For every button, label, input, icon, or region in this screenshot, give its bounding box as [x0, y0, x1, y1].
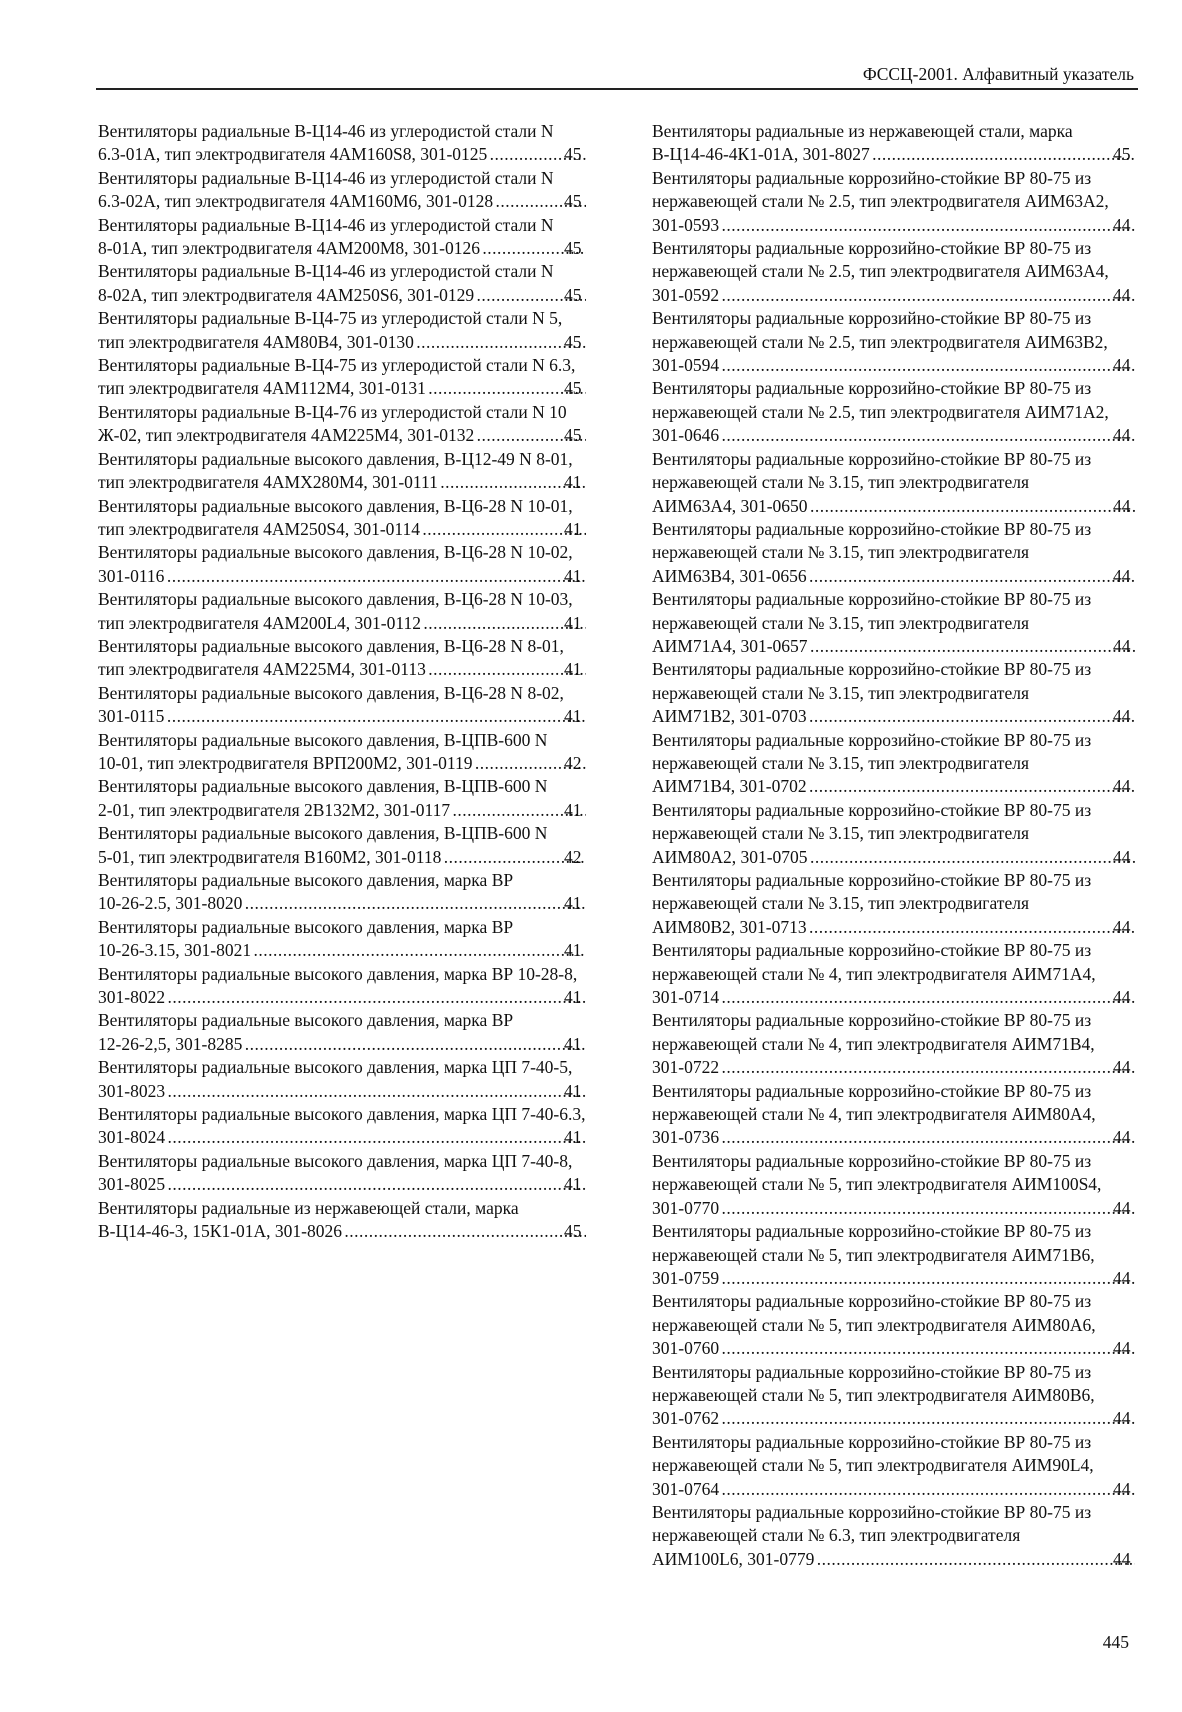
index-entry: Вентиляторы радиальные коррозийно-стойкие ВР 80-75 из нержавеющей стали № 2.5, тип электродвигателя АИМ71А2, 301-0646 ..... 44 — [652, 377, 1137, 447]
dot-leader — [721, 284, 1135, 307]
dot-leader — [809, 705, 1135, 728]
index-entry: Вентиляторы радиальные высокого давления, В-Ц6-28 N 10-01, тип электродвигателя 4АМ250S4, 301-0114 ..... 41 — [98, 495, 588, 542]
header-rule — [96, 88, 1138, 90]
index-entry-line: 301-8023 ..... 41 — [122, 1080, 588, 1103]
index-entry: Вентиляторы радиальные коррозийно-стойкие ВР 80-75 из нержавеющей стали № 3.15, тип электродвигателя АИМ71В2, 301-0703 ..... 44 — [652, 658, 1137, 728]
index-entry-text: тип электродвигателя 4АМ250S4, 301-0114 — [98, 518, 421, 539]
index-entry-text: 301-8024 — [98, 1127, 166, 1148]
index-entry-line: Ж-02, тип электродвигателя 4АМ225М4, 301-0132 ..... 45 — [122, 424, 588, 447]
index-entry: Вентиляторы радиальные из нержавеющей стали, марка В-Ц14-46-4К1-01А, 301-8027 ..... 45 — [652, 120, 1137, 167]
index-entry-text: 12-26-2,5, 301-8285 — [98, 1033, 243, 1054]
index-entry-line: АИМ63А4, 301-0650 ..... 44 — [676, 495, 1137, 518]
index-entry-line: АИМ100L6, 301-0779 ..... 44 — [676, 1548, 1137, 1571]
dot-leader — [167, 1080, 586, 1103]
index-entry-line: 301-8022 ..... 41 — [122, 986, 588, 1009]
index-entry: Вентиляторы радиальные В-Ц14-46 из углеродистой стали N 6.3-02А, тип электродвигателя 4АМ160М6, 301-0128 ..... 45 — [98, 167, 588, 214]
index-entry: Вентиляторы радиальные высокого давления, В-Ц6-28 N 10-02, 301-0116 ..... 41 — [98, 541, 588, 588]
index-entry: Вентиляторы радиальные высокого давления, марка ВР 10-26-2.5, 301-8020 ..... 41 — [98, 869, 588, 916]
index-entry-text: 301-0760 — [652, 1338, 720, 1359]
index-entry: Вентиляторы радиальные коррозийно-стойкие ВР 80-75 из нержавеющей стали № 5, тип электродвигателя АИМ80А6, 301-0760 ..... 44 — [652, 1290, 1137, 1360]
index-entry-text: АИМ71В2, 301-0703 — [652, 706, 807, 727]
index-entry-line: АИМ80А2, 301-0705 ..... 44 — [676, 846, 1137, 869]
dot-leader — [721, 354, 1135, 377]
index-entry-line: тип электродвигателя 4АМ250S4, 301-0114 ..... 41 — [122, 518, 588, 541]
dot-leader — [253, 939, 586, 962]
index-entry-text: 301-0762 — [652, 1408, 720, 1429]
index-entry: Вентиляторы радиальные коррозийно-стойкие ВР 80-75 из нержавеющей стали № 6.3, тип электродвигателя АИМ100L6, 301-0779 ..... 44 — [652, 1501, 1137, 1571]
dot-leader — [167, 1173, 586, 1196]
index-entry-text: 10-01, тип электродвигателя ВРП200М2, 301-0119 — [98, 752, 473, 773]
index-entry-text: 301-0714 — [652, 987, 720, 1008]
index-entry-text: 301-0764 — [652, 1478, 720, 1499]
index-entry-text: 301-0736 — [652, 1127, 720, 1148]
index-entry: Вентиляторы радиальные высокого давления, В-ЦПВ-600 N 5-01, тип электродвигателя В160М2, 301-0118 ..... 42 — [98, 822, 588, 869]
index-entry-text: 301-0722 — [652, 1057, 720, 1078]
index-entry-line: АИМ71В2, 301-0703 ..... 44 — [676, 705, 1137, 728]
index-entry-text: 8-02А, тип электродвигателя 4АМ250S6, 301-0129 — [98, 284, 475, 305]
index-entry-line: тип электродвигателя 4АМ80В4, 301-0130 ..... 45 — [122, 331, 588, 354]
index-entry-line: 301-0116 ..... 41 — [122, 565, 588, 588]
index-entry-text: 301-0116 — [98, 565, 165, 586]
index-entry: Вентиляторы радиальные коррозийно-стойкие ВР 80-75 из нержавеющей стали № 4, тип электродвигателя АИМ80А4, 301-0736 ..... 44 — [652, 1080, 1137, 1150]
index-entry: Вентиляторы радиальные коррозийно-стойкие ВР 80-75 из нержавеющей стали № 5, тип электродвигателя АИМ80В6, 301-0762 ..... 44 — [652, 1361, 1137, 1431]
dot-leader — [721, 1478, 1135, 1501]
dot-leader — [244, 1033, 586, 1056]
index-entry-line: тип электродвигателя 4АМХ280М4, 301-0111 ..... 41 — [122, 471, 588, 494]
dot-leader — [416, 331, 586, 354]
index-column-left — [98, 120, 588, 1244]
dot-leader — [816, 1548, 1135, 1571]
dot-leader — [244, 892, 586, 915]
index-entry-line: 10-01, тип электродвигателя ВРП200М2, 301-0119 ..... 42 — [122, 752, 588, 775]
index-entry: Вентиляторы радиальные высокого давления, В-Ц6-28 N 8-01, тип электродвигателя 4АМ225М4, 301-0113 ..... 41 — [98, 635, 588, 682]
index-entry: Вентиляторы радиальные высокого давления, марка ВР 10-28-8, 301-8022 ..... 41 — [98, 963, 588, 1010]
index-entry-line: 301-0760 ..... 44 — [676, 1337, 1137, 1360]
index-entry-line: 301-0722 ..... 44 — [676, 1056, 1137, 1079]
index-entry-line: АИМ71В4, 301-0702 ..... 44 — [676, 775, 1137, 798]
dot-leader — [872, 143, 1135, 166]
index-entry: Вентиляторы радиальные В-Ц14-46 из углеродистой стали N 8-02А, тип электродвигателя 4АМ250S6, 301-0129 ..... 45 — [98, 260, 588, 307]
index-entry-line: тип электродвигателя 4АМ200L4, 301-0112 ..... 41 — [122, 612, 588, 635]
index-column-right — [652, 120, 1137, 1571]
index-entry: Вентиляторы радиальные высокого давления, В-ЦПВ-600 N 10-01, тип электродвигателя ВРП200М2, 301-0119 ..... 42 — [98, 729, 588, 776]
index-entry-text: АИМ80А2, 301-0705 — [652, 846, 808, 867]
index-entry: Вентиляторы радиальные коррозийно-стойкие ВР 80-75 из нержавеющей стали № 5, тип электродвигателя АИМ100S4, 301-0770 ..... 44 — [652, 1150, 1137, 1220]
index-entry-line: 301-0714 ..... 44 — [676, 986, 1137, 1009]
index-entry-line: 6.3-01А, тип электродвигателя 4АМ160S8, 301-0125 ..... 45 — [122, 143, 588, 166]
index-entry: Вентиляторы радиальные коррозийно-стойкие ВР 80-75 из нержавеющей стали № 3.15, тип электродвигателя АИМ63В4, 301-0656 ..... 44 — [652, 518, 1137, 588]
index-entry: Вентиляторы радиальные коррозийно-стойкие ВР 80-75 из нержавеющей стали № 3.15, тип электродвигателя АИМ63А4, 301-0650 ..... 44 — [652, 448, 1137, 518]
index-entry: Вентиляторы радиальные коррозийно-стойкие ВР 80-75 из нержавеющей стали № 2.5, тип электродвигателя АИМ63А4, 301-0592 ..... 44 — [652, 237, 1137, 307]
index-entry: Вентиляторы радиальные высокого давления, марка ЦП 7-40-5, 301-8023 ..... 41 — [98, 1056, 588, 1103]
index-entry-text: тип электродвигателя 4АМ200L4, 301-0112 — [98, 612, 421, 633]
index-entry-text: 301-8023 — [98, 1080, 166, 1101]
index-entry-line: В-Ц14-46-3, 15К1-01А, 301-8026 ..... 45 — [122, 1220, 588, 1243]
index-entry-text: 10-26-3.15, 301-8021 — [98, 940, 252, 961]
index-entry-line: 10-26-2.5, 301-8020 ..... 41 — [122, 892, 588, 915]
dot-leader — [721, 1337, 1135, 1360]
dot-leader — [721, 1056, 1135, 1079]
index-entry: Вентиляторы радиальные из нержавеющей стали, марка В-Ц14-46-3, 15К1-01А, 301-8026 ..... 45 — [98, 1197, 588, 1244]
index-entry-line: 301-0592 ..... 44 — [676, 284, 1137, 307]
index-entry-line: 301-0762 ..... 44 — [676, 1407, 1137, 1430]
dot-leader — [721, 1407, 1135, 1430]
index-entry-line: 301-0593 ..... 44 — [676, 214, 1137, 237]
page-number: 445 — [1102, 1632, 1129, 1652]
index-entry-line: 5-01, тип электродвигателя В160М2, 301-0118 ..... 42 — [122, 846, 588, 869]
index-entry: Вентиляторы радиальные коррозийно-стойкие ВР 80-75 из нержавеющей стали № 3.15, тип электродвигателя АИМ71В4, 301-0702 ..... 44 — [652, 729, 1137, 799]
index-entry: Вентиляторы радиальные коррозийно-стойкие ВР 80-75 из нержавеющей стали № 2.5, тип электродвигателя АИМ63В2, 301-0594 ..... 44 — [652, 307, 1137, 377]
index-entry-text: В-Ц14-46-3, 15К1-01А, 301-8026 — [98, 1221, 343, 1242]
dot-leader — [721, 424, 1135, 447]
index-entry: Вентиляторы радиальные В-Ц14-46 из углеродистой стали N 6.3-01А, тип электродвигателя 4АМ160S8, 301-0125 ..... 45 — [98, 120, 588, 167]
dot-leader — [428, 658, 586, 681]
index-entry-text: 301-8025 — [98, 1174, 166, 1195]
index-entry-text: АИМ63А4, 301-0650 — [652, 495, 808, 516]
index-entry-text: 301-0759 — [652, 1267, 720, 1288]
index-entry: Вентиляторы радиальные В-Ц4-75 из углеродистой стали N 5, тип электродвигателя 4АМ80В4, 301-0130 ..... 45 — [98, 307, 588, 354]
index-entry-line: 8-02А, тип электродвигателя 4АМ250S6, 301-0129 ..... 45 — [122, 284, 588, 307]
index-entry-text: АИМ100L6, 301-0779 — [652, 1548, 815, 1569]
index-entry: Вентиляторы радиальные высокого давления, марка ЦП 7-40-6.3, 301-8024 ..... 41 — [98, 1103, 588, 1150]
index-entry: Вентиляторы радиальные коррозийно-стойкие ВР 80-75 из нержавеющей стали № 3.15, тип электродвигателя АИМ71А4, 301-0657 ..... 44 — [652, 588, 1137, 658]
index-entry-text: тип электродвигателя 4АМ225М4, 301-0113 — [98, 659, 426, 680]
dot-leader — [167, 1126, 586, 1149]
index-entry-line: 10-26-3.15, 301-8021 ..... 41 — [122, 939, 588, 962]
index-entry-line: В-Ц14-46-4К1-01А, 301-8027 ..... 45 — [676, 143, 1137, 166]
index-entry-text: 5-01, тип электродвигателя В160М2, 301-0118 — [98, 846, 442, 867]
index-entry-line: 301-8024 ..... 41 — [122, 1126, 588, 1149]
index-entry-text: 301-8022 — [98, 987, 166, 1008]
dot-leader — [721, 986, 1135, 1009]
index-entry: Вентиляторы радиальные В-Ц4-75 из углеродистой стали N 6.3, тип электродвигателя 4АМ112М4, 301-0131 ..... 45 — [98, 354, 588, 401]
index-entry: Вентиляторы радиальные коррозийно-стойкие ВР 80-75 из нержавеющей стали № 3.15, тип электродвигателя АИМ80В2, 301-0713 ..... 44 — [652, 869, 1137, 939]
index-entry-text: тип электродвигателя 4АМХ280М4, 301-0111 — [98, 472, 438, 493]
index-entry-line: 301-0759 ..... 44 — [676, 1267, 1137, 1290]
index-entry-text: АИМ80В2, 301-0713 — [652, 916, 807, 937]
index-entry-text: В-Ц14-46-4К1-01А, 301-8027 — [652, 144, 870, 165]
index-entry-text: Ж-02, тип электродвигателя 4АМ225М4, 301-0132 — [98, 425, 475, 446]
index-entry: Вентиляторы радиальные В-Ц14-46 из углеродистой стали N 8-01А, тип электродвигателя 4АМ200М8, 301-0126 ..... 45 — [98, 214, 588, 261]
index-entry-line: 301-0736 ..... 44 — [676, 1126, 1137, 1149]
index-entry: Вентиляторы радиальные высокого давления, В-Ц6-28 N 10-03, тип электродвигателя 4АМ200L4, 301-0112 ..... 41 — [98, 588, 588, 635]
index-entry: Вентиляторы радиальные коррозийно-стойкие ВР 80-75 из нержавеющей стали № 2.5, тип электродвигателя АИМ63А2, 301-0593 ..... 44 — [652, 167, 1137, 237]
index-entry-line: тип электродвигателя 4АМ225М4, 301-0113 ..... 41 — [122, 658, 588, 681]
dot-leader — [809, 775, 1135, 798]
index-entry-line: 301-0764 ..... 44 — [676, 1478, 1137, 1501]
index-entry: Вентиляторы радиальные коррозийно-стойкие ВР 80-75 из нержавеющей стали № 4, тип электродвигателя АИМ71А4, 301-0714 ..... 44 — [652, 939, 1137, 1009]
index-entry-text: 301-0592 — [652, 284, 720, 305]
index-entry-text: АИМ71А4, 301-0657 — [652, 635, 808, 656]
index-entry-text: 301-0770 — [652, 1197, 720, 1218]
index-entry-text: 301-0646 — [652, 425, 720, 446]
index-entry-text: 2-01, тип электродвигателя 2В132М2, 301-0117 — [98, 799, 451, 820]
dot-leader — [721, 1267, 1135, 1290]
dot-leader — [167, 986, 586, 1009]
dot-leader — [810, 635, 1135, 658]
index-entry-line: 301-0594 ..... 44 — [676, 354, 1137, 377]
dot-leader — [423, 612, 586, 635]
index-entry: Вентиляторы радиальные высокого давления, марка ЦП 7-40-8, 301-8025 ..... 41 — [98, 1150, 588, 1197]
index-entry-line: 12-26-2,5, 301-8285 ..... 41 — [122, 1033, 588, 1056]
index-entry-text: АИМ71В4, 301-0702 — [652, 776, 807, 797]
index-entry: Вентиляторы радиальные высокого давления, В-Ц6-28 N 8-02, 301-0115 ..... 41 — [98, 682, 588, 729]
index-entry-text: тип электродвигателя 4АМ80В4, 301-0130 — [98, 331, 414, 352]
index-entry-text: 301-0115 — [98, 706, 165, 727]
dot-leader — [428, 377, 586, 400]
index-entry-line: 301-0770 ..... 44 — [676, 1197, 1137, 1220]
index-entry-text: 6.3-02А, тип электродвигателя 4АМ160М6, 301-0128 — [98, 191, 494, 212]
dot-leader — [809, 565, 1135, 588]
index-entry-line: тип электродвигателя 4АМ112М4, 301-0131 ..... 45 — [122, 377, 588, 400]
index-entry: Вентиляторы радиальные коррозийно-стойкие ВР 80-75 из нержавеющей стали № 4, тип электродвигателя АИМ71В4, 301-0722 ..... 44 — [652, 1009, 1137, 1079]
dot-leader — [166, 705, 586, 728]
index-entry: Вентиляторы радиальные коррозийно-стойкие ВР 80-75 из нержавеющей стали № 3.15, тип электродвигателя АИМ80А2, 301-0705 ..... 44 — [652, 799, 1137, 869]
index-entry: Вентиляторы радиальные высокого давления, марка ВР 12-26-2,5, 301-8285 ..... 41 — [98, 1009, 588, 1056]
index-entry-text: АИМ63В4, 301-0656 — [652, 565, 807, 586]
index-entry: Вентиляторы радиальные коррозийно-стойкие ВР 80-75 из нержавеющей стали № 5, тип электродвигателя АИМ71В6, 301-0759 ..... 44 — [652, 1220, 1137, 1290]
index-entry-text: 6.3-01А, тип электродвигателя 4АМ160S8, 301-0125 — [98, 144, 488, 165]
dot-leader — [721, 1197, 1135, 1220]
index-entry: Вентиляторы радиальные высокого давления, В-ЦПВ-600 N 2-01, тип электродвигателя 2В132М2, 301-0117 ..... 41 — [98, 775, 588, 822]
index-entry: Вентиляторы радиальные В-Ц4-76 из углеродистой стали N 10 Ж-02, тип электродвигателя 4АМ225М4, 301-0132 ..... 45 — [98, 401, 588, 448]
index-entry-text: 8-01А, тип электродвигателя 4АМ200М8, 301-0126 — [98, 238, 480, 259]
index-entry-text: 301-0594 — [652, 355, 720, 376]
index-entry-text: 301-0593 — [652, 214, 720, 235]
index-entry-line: 301-0646 ..... 44 — [676, 424, 1137, 447]
dot-leader — [422, 518, 586, 541]
dot-leader — [810, 846, 1135, 869]
index-entry-line: 8-01А, тип электродвигателя 4АМ200М8, 301-0126 ..... 45 — [122, 237, 588, 260]
index-entry: Вентиляторы радиальные высокого давления, марка ВР 10-26-3.15, 301-8021 ..... 41 — [98, 916, 588, 963]
index-entry-text: тип электродвигателя 4АМ112М4, 301-0131 — [98, 378, 426, 399]
dot-leader — [166, 565, 586, 588]
index-entry-line: 6.3-02А, тип электродвигателя 4АМ160М6, 301-0128 ..... 45 — [122, 190, 588, 213]
index-entry-line: АИМ63В4, 301-0656 ..... 44 — [676, 565, 1137, 588]
index-entry-line: 301-0115 ..... 41 — [122, 705, 588, 728]
index-entry-text: 10-26-2.5, 301-8020 — [98, 893, 243, 914]
index-entry-line: АИМ80В2, 301-0713 ..... 44 — [676, 916, 1137, 939]
index-entry-line: 2-01, тип электродвигателя 2В132М2, 301-0117 ..... 41 — [122, 799, 588, 822]
dot-leader — [344, 1220, 586, 1243]
running-header: ФССЦ-2001. Алфавитный указатель — [862, 64, 1134, 84]
index-entry: Вентиляторы радиальные коррозийно-стойкие ВР 80-75 из нержавеющей стали № 5, тип электродвигателя АИМ90L4, 301-0764 ..... 44 — [652, 1431, 1137, 1501]
dot-leader — [809, 916, 1135, 939]
index-entry-line: АИМ71А4, 301-0657 ..... 44 — [676, 635, 1137, 658]
dot-leader — [810, 495, 1135, 518]
dot-leader — [721, 1126, 1135, 1149]
index-entry-line: 301-8025 ..... 41 — [122, 1173, 588, 1196]
dot-leader — [721, 214, 1135, 237]
index-entry: Вентиляторы радиальные высокого давления, В-Ц12-49 N 8-01, тип электродвигателя 4АМХ280М4, 301-0111 ..... 41 — [98, 448, 588, 495]
